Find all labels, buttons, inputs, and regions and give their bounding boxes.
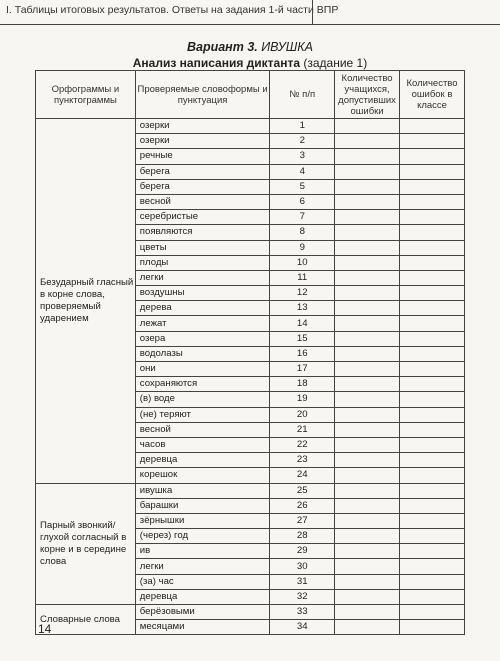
number-cell: 1: [270, 119, 335, 134]
number-cell: 5: [270, 179, 335, 194]
errors-count-cell[interactable]: [400, 164, 465, 179]
number-cell: 9: [270, 240, 335, 255]
word-cell: весной: [135, 422, 270, 437]
number-cell: 6: [270, 194, 335, 209]
students-count-cell[interactable]: [335, 301, 400, 316]
number-cell: 20: [270, 407, 335, 422]
errors-count-cell[interactable]: [400, 331, 465, 346]
students-count-cell[interactable]: [335, 437, 400, 452]
errors-count-cell[interactable]: [400, 544, 465, 559]
word-cell: часов: [135, 437, 270, 452]
number-cell: 31: [270, 574, 335, 589]
errors-count-cell[interactable]: [400, 559, 465, 574]
students-count-cell[interactable]: [335, 164, 400, 179]
students-count-cell[interactable]: [335, 498, 400, 513]
number-cell: 15: [270, 331, 335, 346]
students-count-cell[interactable]: [335, 468, 400, 483]
students-count-cell[interactable]: [335, 286, 400, 301]
number-cell: 29: [270, 544, 335, 559]
number-cell: 28: [270, 529, 335, 544]
errors-count-cell[interactable]: [400, 134, 465, 149]
word-cell: появляются: [135, 225, 270, 240]
word-cell: серебристые: [135, 210, 270, 225]
students-count-cell[interactable]: [335, 377, 400, 392]
number-cell: 19: [270, 392, 335, 407]
number-cell: 7: [270, 210, 335, 225]
variant-label: Вариант 3.: [186, 40, 258, 54]
errors-count-cell[interactable]: [400, 270, 465, 285]
errors-count-cell[interactable]: [400, 362, 465, 377]
errors-count-cell[interactable]: [400, 255, 465, 270]
students-count-cell[interactable]: [335, 119, 400, 134]
students-count-cell[interactable]: [335, 483, 400, 498]
errors-count-cell[interactable]: [400, 589, 465, 604]
errors-count-cell[interactable]: [400, 620, 465, 635]
orthogram-category: Парный звонкий/глухой согласный в корне и в середине слова: [36, 483, 136, 605]
students-count-cell[interactable]: [335, 270, 400, 285]
word-cell: барашки: [135, 498, 270, 513]
number-cell: 11: [270, 270, 335, 285]
word-cell: речные: [135, 149, 270, 164]
errors-count-cell[interactable]: [400, 498, 465, 513]
students-count-cell[interactable]: [335, 422, 400, 437]
table-row: [36, 119, 465, 134]
word-cell: зёрнышки: [135, 513, 270, 528]
number-cell: 32: [270, 589, 335, 604]
word-cell: ивушка: [135, 483, 270, 498]
col-students: Количество учащихся, допустивших ошибки: [335, 71, 400, 119]
word-cell: озерки: [135, 134, 270, 149]
students-count-cell[interactable]: [335, 149, 400, 164]
number-cell: 3: [270, 149, 335, 164]
students-count-cell[interactable]: [335, 346, 400, 361]
errors-count-cell[interactable]: [400, 605, 465, 620]
students-count-cell[interactable]: [335, 453, 400, 468]
dictation-analysis-table: [35, 70, 465, 635]
errors-count-cell[interactable]: [400, 301, 465, 316]
orthogram-category: Словарные слова: [36, 605, 136, 635]
number-cell: 22: [270, 437, 335, 452]
word-cell: водолазы: [135, 346, 270, 361]
errors-count-cell[interactable]: [400, 210, 465, 225]
word-cell: берёзовыми: [135, 605, 270, 620]
errors-count-cell[interactable]: [400, 468, 465, 483]
errors-count-cell[interactable]: [400, 437, 465, 452]
number-cell: 24: [270, 468, 335, 483]
students-count-cell[interactable]: [335, 194, 400, 209]
word-cell: легки: [135, 559, 270, 574]
word-cell: берега: [135, 164, 270, 179]
students-count-cell[interactable]: [335, 179, 400, 194]
number-cell: 33: [270, 605, 335, 620]
word-cell: (через) год: [135, 529, 270, 544]
students-count-cell[interactable]: [335, 316, 400, 331]
header-divider: [312, 0, 313, 24]
errors-count-cell[interactable]: [400, 513, 465, 528]
errors-count-cell[interactable]: [400, 316, 465, 331]
dictation-name: ИВУШКА: [261, 40, 314, 54]
errors-count-cell[interactable]: [400, 286, 465, 301]
number-cell: 8: [270, 225, 335, 240]
number-cell: 4: [270, 164, 335, 179]
students-count-cell[interactable]: [335, 544, 400, 559]
subtitle-task: (задание 1): [303, 56, 368, 70]
col-orthograms: Орфограммы и пунктограммы: [36, 71, 136, 119]
word-cell: (в) воде: [135, 392, 270, 407]
students-count-cell[interactable]: [335, 574, 400, 589]
errors-count-cell[interactable]: [400, 483, 465, 498]
orthogram-category: Безударный гласный в корне слова, проверяемый ударением: [36, 119, 136, 484]
table-row: [36, 483, 465, 498]
word-cell: цветы: [135, 240, 270, 255]
number-cell: 2: [270, 134, 335, 149]
errors-count-cell[interactable]: [400, 377, 465, 392]
students-count-cell[interactable]: [335, 255, 400, 270]
subtitle-main: Анализ написания диктанта: [132, 56, 301, 70]
table-header-row: [36, 71, 465, 119]
word-cell: озерки: [135, 119, 270, 134]
word-cell: деревца: [135, 453, 270, 468]
errors-count-cell[interactable]: [400, 240, 465, 255]
col-words: Проверяемые словоформы и пунктуация: [135, 71, 270, 119]
word-cell: деревца: [135, 589, 270, 604]
errors-count-cell[interactable]: [400, 574, 465, 589]
number-cell: 30: [270, 559, 335, 574]
number-cell: 16: [270, 346, 335, 361]
errors-count-cell[interactable]: [400, 453, 465, 468]
word-cell: (не) теряют: [135, 407, 270, 422]
number-cell: 21: [270, 422, 335, 437]
students-count-cell[interactable]: [335, 529, 400, 544]
students-count-cell[interactable]: [335, 620, 400, 635]
errors-count-cell[interactable]: [400, 149, 465, 164]
header-text: I. Таблицы итоговых результатов. Ответы на задания 1-й части ВПР: [6, 4, 339, 16]
number-cell: 23: [270, 453, 335, 468]
number-cell: 10: [270, 255, 335, 270]
word-cell: корешок: [135, 468, 270, 483]
students-count-cell[interactable]: [335, 134, 400, 149]
number-cell: 13: [270, 301, 335, 316]
errors-count-cell[interactable]: [400, 407, 465, 422]
page-number: 14: [38, 622, 52, 636]
errors-count-cell[interactable]: [400, 392, 465, 407]
errors-count-cell[interactable]: [400, 179, 465, 194]
number-cell: 34: [270, 620, 335, 635]
word-cell: сохраняются: [135, 377, 270, 392]
number-cell: 18: [270, 377, 335, 392]
number-cell: 14: [270, 316, 335, 331]
students-count-cell[interactable]: [335, 362, 400, 377]
students-count-cell[interactable]: [335, 407, 400, 422]
word-cell: (за) час: [135, 574, 270, 589]
word-cell: берега: [135, 179, 270, 194]
errors-count-cell[interactable]: [400, 529, 465, 544]
errors-count-cell[interactable]: [400, 194, 465, 209]
word-cell: воздушны: [135, 286, 270, 301]
word-cell: ив: [135, 544, 270, 559]
number-cell: 27: [270, 513, 335, 528]
word-cell: весной: [135, 194, 270, 209]
number-cell: 25: [270, 483, 335, 498]
word-cell: плоды: [135, 255, 270, 270]
word-cell: лежат: [135, 316, 270, 331]
word-cell: месяцами: [135, 620, 270, 635]
students-count-cell[interactable]: [335, 513, 400, 528]
page-title: [0, 40, 500, 54]
students-count-cell[interactable]: [335, 589, 400, 604]
students-count-cell[interactable]: [335, 559, 400, 574]
number-cell: 17: [270, 362, 335, 377]
running-header: [0, 0, 500, 25]
errors-count-cell[interactable]: [400, 225, 465, 240]
table-row: [36, 605, 465, 620]
page-subtitle: [0, 56, 500, 70]
errors-count-cell[interactable]: [400, 346, 465, 361]
col-number: № п/п: [270, 71, 335, 119]
students-count-cell[interactable]: [335, 240, 400, 255]
errors-count-cell[interactable]: [400, 422, 465, 437]
students-count-cell[interactable]: [335, 605, 400, 620]
col-errors: Количество ошибок в классе: [400, 71, 465, 119]
errors-count-cell[interactable]: [400, 119, 465, 134]
word-cell: озера: [135, 331, 270, 346]
number-cell: 26: [270, 498, 335, 513]
word-cell: дерева: [135, 301, 270, 316]
number-cell: 12: [270, 286, 335, 301]
students-count-cell[interactable]: [335, 392, 400, 407]
students-count-cell[interactable]: [335, 225, 400, 240]
students-count-cell[interactable]: [335, 331, 400, 346]
word-cell: легки: [135, 270, 270, 285]
students-count-cell[interactable]: [335, 210, 400, 225]
word-cell: они: [135, 362, 270, 377]
